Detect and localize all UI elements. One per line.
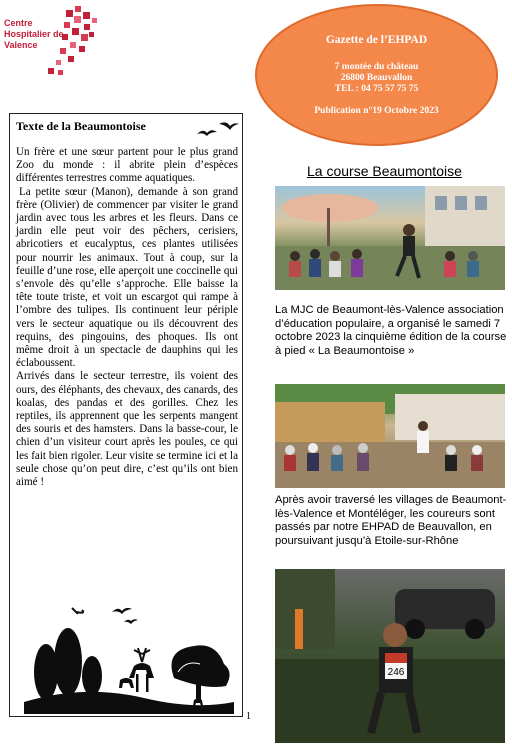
section-title: La course Beaumontoise — [307, 163, 462, 179]
caption-race-route: Après avoir traversé les villages de Beaumont-lès-Valence et Montéléger, les coureurs sont passés par notre EHPAD de Beauvallon, en poursuivant jusqu’à Etoile-sur-Rhône — [275, 494, 507, 547]
address-line2: 26800 Beauvallon — [340, 73, 413, 83]
address-block — [257, 62, 496, 95]
address-line1: 7 montée du château — [334, 62, 419, 72]
caption-race-intro: La MJC de Beaumont-lès-Valence association d’éducation populaire, a organisé le samedi 7 octobre 2023 la cinquième édition de la course à pied « La Beaumontoise » — [275, 304, 507, 357]
phone-number: TEL : 04 75 57 75 75 — [334, 84, 419, 94]
story-paragraph: Un frère et une sœur partent pour le plus grand Zoo du monde : il abrite plein d’espèces différentes terrestres comme aquatiques. — [16, 146, 238, 185]
gazette-title: Gazette de l’EHPAD — [325, 34, 428, 46]
logo-text: Centre Hospitalier de Valence — [4, 18, 64, 50]
birds-icon — [195, 120, 239, 142]
header-oval — [255, 4, 498, 146]
story-paragraph: La petite sœur (Manon), demande à son grand frère (Olivier) de commencer par visiter le grand jardin avec tous les arbres et les fleurs. Dans ce jardin elle peut voir des pêchers, cerisiers, abricotiers et eucalyptus, ces plantes utilisées pour nourrir les animaux. Tout à coup, sur la feuille d’une rose, elle aperçoit une coccinelle qui s’envole dès qu’elle s’approche. Elle baisse la tête toute triste, et voit un escargot qui rampe à l’ombre des tulipes. Ils continuent leur périple vers le secteur aquatique ou ils découvrent des requins, des pingouins, des phoques. Ils ont même droit à un spectacle de dauphins qui les éclaboussent. — [16, 185, 238, 370]
photo-race-runner — [275, 186, 505, 290]
story-text — [16, 146, 238, 489]
photo-runner-bib — [275, 569, 505, 743]
bib-number: 246 — [387, 667, 405, 678]
story-paragraph: Arrivés dans le secteur terrestre, ils voient des ours, des éléphants, des chevaux, des canards, des koalas, des pandas et des gorilles. Chez les reptiles, ils apprennent que les serpents mangent des souris et des hamsters. Dans la basse-cour, le chien d’un visiteur court après les poules, ce qui les fait bien rigoler. Leur visite se termine ici et la seule chose qu’on peut dire, c’est qu’ils ont bien aimé ! — [16, 370, 238, 489]
story-box — [9, 113, 243, 717]
photo-residents-watching — [275, 384, 505, 488]
publication-label: Publication n°19 Octobre 2023 — [314, 106, 439, 116]
nature-silhouette-illustration — [24, 602, 234, 714]
story-title: Texte de la Beaumontoise — [16, 119, 146, 133]
page-number: 1 — [246, 711, 251, 722]
